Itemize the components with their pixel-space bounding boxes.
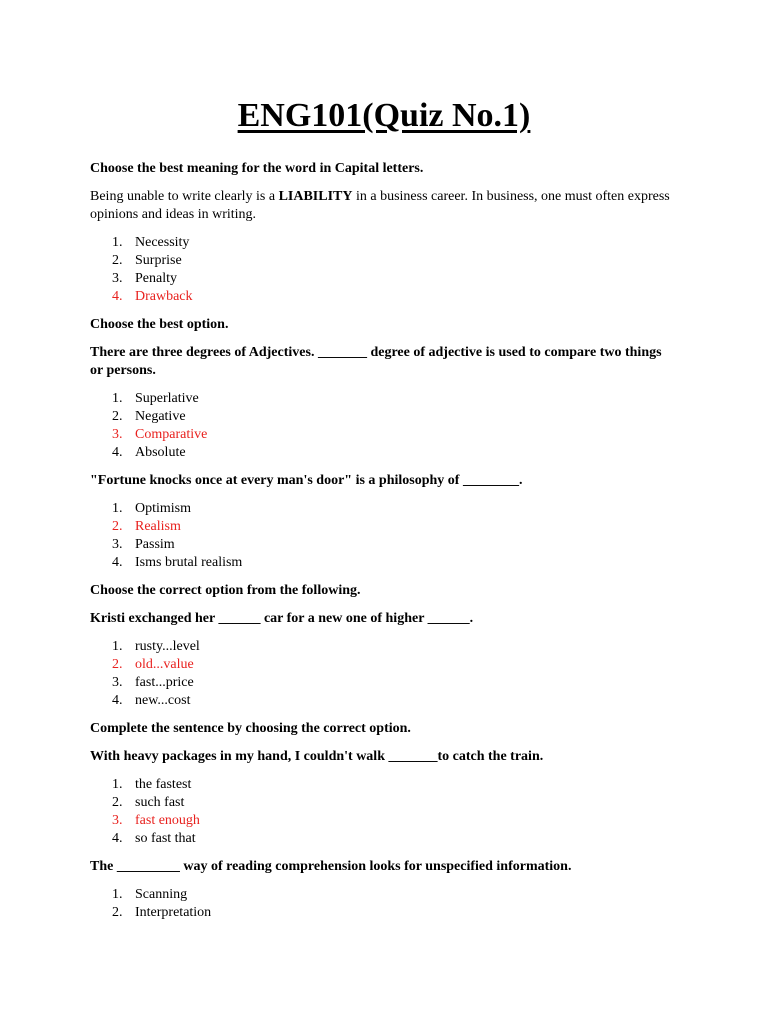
question-block-4 bbox=[90, 582, 678, 710]
option-number: 4. bbox=[112, 445, 123, 460]
option-item[interactable] bbox=[90, 794, 678, 812]
option-number: 3. bbox=[112, 537, 123, 552]
option-number: 3. bbox=[112, 271, 123, 286]
question-block-1 bbox=[90, 160, 678, 306]
option-text: such fast bbox=[135, 795, 185, 810]
option-text: Negative bbox=[135, 409, 186, 424]
option-text: Interpretation bbox=[135, 905, 212, 920]
option-item[interactable] bbox=[90, 776, 678, 794]
option-item[interactable] bbox=[90, 554, 678, 572]
option-item[interactable] bbox=[90, 904, 678, 922]
question-6: The _________ way of reading comprehension looks for unspecified information. bbox=[90, 859, 572, 874]
option-item[interactable] bbox=[90, 692, 678, 710]
passage-1-keyword: LIABILITY bbox=[278, 189, 353, 204]
option-number: 1. bbox=[112, 777, 123, 792]
question-block-5 bbox=[90, 720, 678, 848]
option-number: 2. bbox=[112, 905, 123, 920]
option-text: Penalty bbox=[135, 271, 177, 286]
options-list-4 bbox=[90, 638, 678, 710]
option-number: 3. bbox=[112, 813, 123, 828]
question-5: With heavy packages in my hand, I couldn't walk _______to catch the train. bbox=[90, 749, 544, 764]
option-item[interactable] bbox=[90, 674, 678, 692]
page-title: ENG101(Quiz No.1) bbox=[237, 97, 531, 134]
option-number: 1. bbox=[112, 391, 123, 406]
option-number: 3. bbox=[112, 427, 123, 442]
option-text: Optimism bbox=[135, 501, 192, 516]
option-item[interactable] bbox=[90, 518, 678, 536]
option-item[interactable] bbox=[90, 656, 678, 674]
option-number: 4. bbox=[112, 693, 123, 708]
option-number: 1. bbox=[112, 639, 123, 654]
option-text: old...value bbox=[135, 657, 194, 672]
option-item[interactable] bbox=[90, 444, 678, 462]
options-list-3 bbox=[90, 500, 678, 572]
instruction-2: Choose the best option. bbox=[90, 317, 229, 332]
option-text: Realism bbox=[135, 519, 181, 534]
options-list-2 bbox=[90, 390, 678, 462]
instruction-5: Complete the sentence by choosing the correct option. bbox=[90, 721, 411, 736]
option-text: fast enough bbox=[135, 813, 200, 828]
passage-1-start: Being unable to write clearly is a bbox=[90, 189, 279, 204]
question-block-6 bbox=[90, 858, 678, 922]
option-number: 1. bbox=[112, 501, 123, 516]
option-text: rusty...level bbox=[135, 639, 200, 654]
options-list-6 bbox=[90, 886, 678, 922]
option-text: Isms brutal realism bbox=[135, 555, 243, 570]
option-number: 1. bbox=[112, 887, 123, 902]
option-item[interactable] bbox=[90, 252, 678, 270]
option-item[interactable] bbox=[90, 536, 678, 554]
option-text: Comparative bbox=[135, 427, 208, 442]
option-text: Passim bbox=[135, 537, 175, 552]
option-text: Superlative bbox=[135, 391, 199, 406]
question-3: "Fortune knocks once at every man's door" is a philosophy of ________. bbox=[90, 473, 523, 488]
option-text: fast...price bbox=[135, 675, 194, 690]
passage-1 bbox=[90, 188, 678, 224]
option-text: Necessity bbox=[135, 235, 190, 250]
option-number: 4. bbox=[112, 289, 123, 304]
option-item[interactable] bbox=[90, 270, 678, 288]
options-list-1 bbox=[90, 234, 678, 306]
option-item[interactable] bbox=[90, 408, 678, 426]
option-text: Absolute bbox=[135, 445, 186, 460]
option-number: 4. bbox=[112, 831, 123, 846]
option-text: Drawback bbox=[135, 289, 193, 304]
option-item[interactable] bbox=[90, 812, 678, 830]
option-text: Surprise bbox=[135, 253, 182, 268]
instruction-1: Choose the best meaning for the word in Capital letters. bbox=[90, 161, 424, 176]
option-number: 2. bbox=[112, 409, 123, 424]
instruction-4: Choose the correct option from the following. bbox=[90, 583, 361, 598]
option-text: Scanning bbox=[135, 887, 188, 902]
option-number: 2. bbox=[112, 795, 123, 810]
option-number: 2. bbox=[112, 519, 123, 534]
question-2: There are three degrees of Adjectives. _______ degree of adjective is used to compare two things or persons. bbox=[90, 345, 662, 378]
option-item[interactable] bbox=[90, 830, 678, 848]
option-number: 3. bbox=[112, 675, 123, 690]
option-number: 1. bbox=[112, 235, 123, 250]
option-text: the fastest bbox=[135, 777, 192, 792]
question-block-3 bbox=[90, 472, 678, 572]
option-item[interactable] bbox=[90, 426, 678, 444]
option-item[interactable] bbox=[90, 886, 678, 904]
option-item[interactable] bbox=[90, 500, 678, 518]
question-4: Kristi exchanged her ______ car for a new one of higher ______. bbox=[90, 611, 474, 626]
option-number: 4. bbox=[112, 555, 123, 570]
option-item[interactable] bbox=[90, 638, 678, 656]
question-block-2 bbox=[90, 316, 678, 462]
option-number: 2. bbox=[112, 657, 123, 672]
option-item[interactable] bbox=[90, 390, 678, 408]
option-number: 2. bbox=[112, 253, 123, 268]
option-item[interactable] bbox=[90, 288, 678, 306]
passage-1-end: in a business career. In business, one must often express opinions and ideas in writing. bbox=[90, 189, 670, 222]
option-item[interactable] bbox=[90, 234, 678, 252]
option-text: so fast that bbox=[135, 831, 196, 846]
options-list-5 bbox=[90, 776, 678, 848]
option-text: new...cost bbox=[135, 693, 191, 708]
